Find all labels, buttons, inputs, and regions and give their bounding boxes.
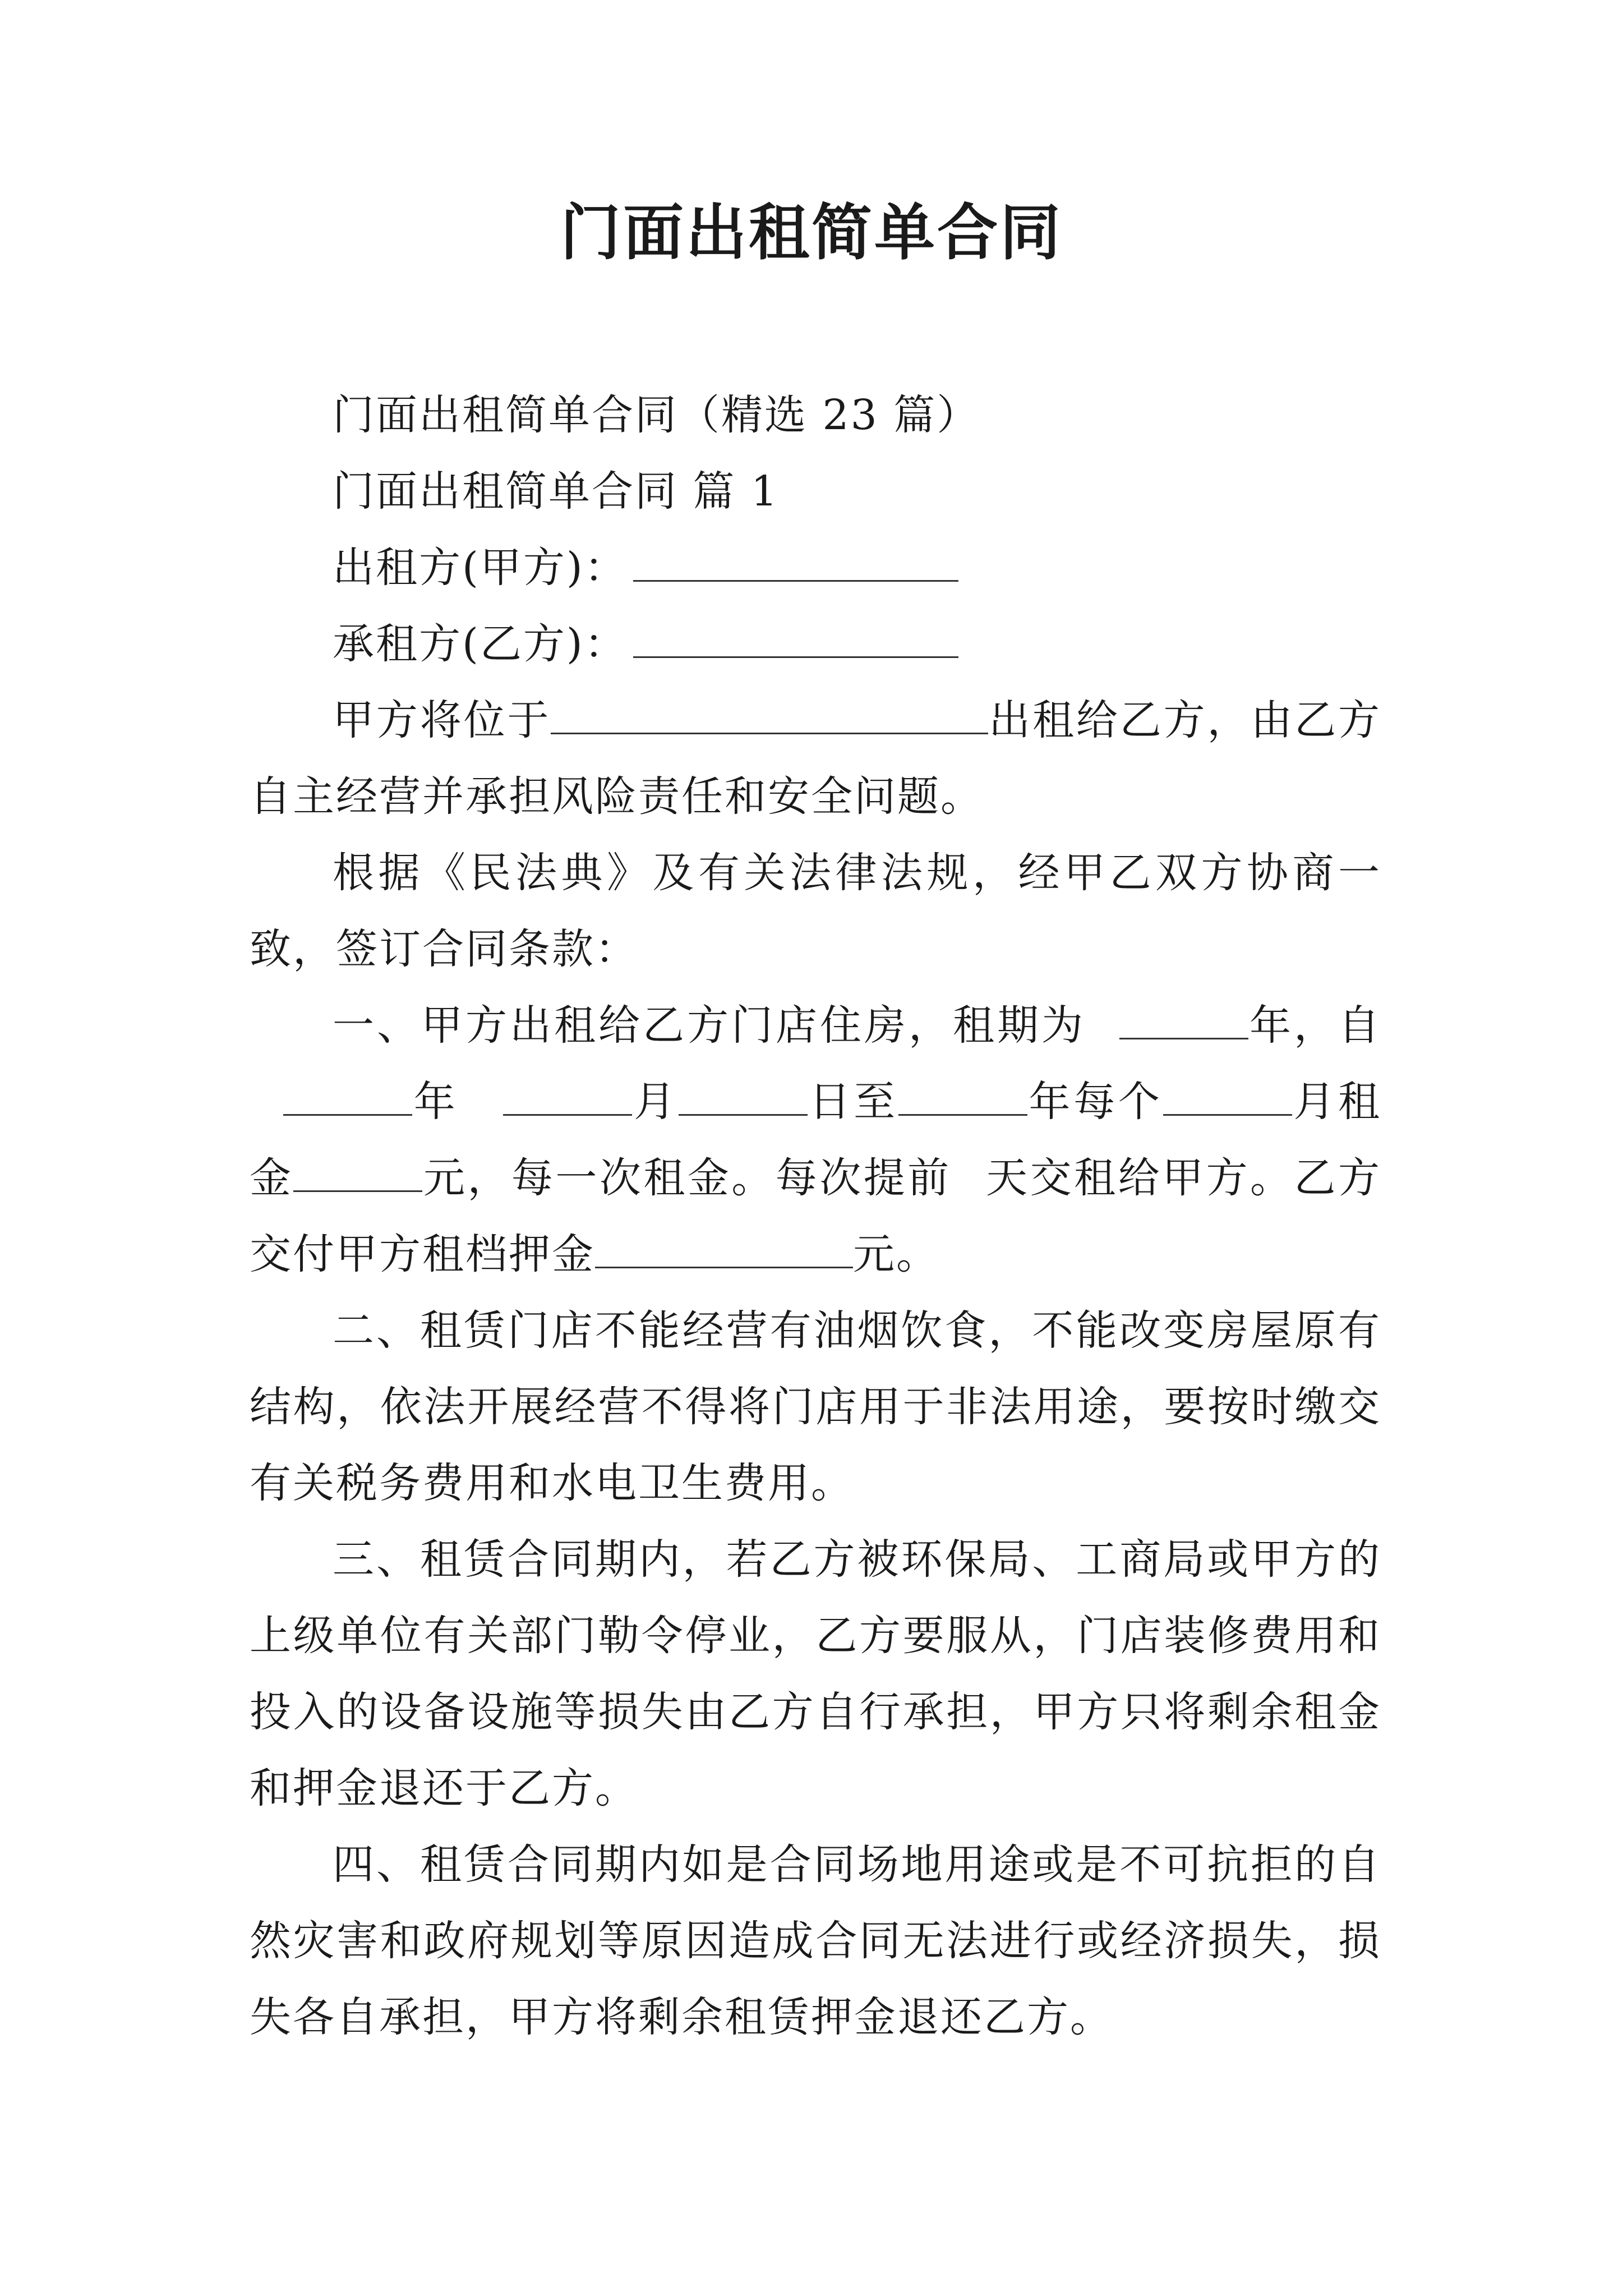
clause-1-text-d: 月 [632,1078,679,1126]
start-day-blank [679,1075,808,1116]
clause-1-text-i: 天交租给甲方。乙方交付甲方租档押金 [250,1154,1382,1278]
section-heading: 门面出租简单合同 篇 1 [333,467,780,516]
document-title: 门面出租简单合同 [560,197,1063,268]
document-body [250,377,1381,2055]
clause-2-paragraph: 二、租赁门店不能经营有油烟饮食，不能改变房屋原有结构，依法开展经营不得将门店用于非法用途，要按时缴交有关税务费用和水电卫生费用。 [250,1306,1381,1507]
lessee-line [250,606,1381,682]
location-text-a: 甲方将位于 [333,696,551,744]
clause-4-paragraph: 四、租赁合同期内如是合同场地用途或是不可抗拒的自然灾害和政府规划等原因造成合同无法进行或经济损失，损失各自承担，甲方将剩余租赁押金退还乙方。 [250,1841,1381,2041]
lessor-label: 出租方(甲方)： [333,544,628,592]
end-year-blank [898,1075,1027,1116]
clause-1-text-c: 年 [412,1078,459,1126]
month-count-blank [1163,1075,1292,1116]
start-month-blank [503,1075,632,1116]
clause-1-text-b: 年，自 [1248,1001,1381,1050]
clause-1-text-j: 元。 [853,1230,939,1278]
clause-1-text-e: 日至 [807,1078,898,1126]
lessor-blank [633,541,958,582]
deposit-amount-blank [595,1227,853,1268]
clause-1-text-g: 月租金 [250,1078,1382,1202]
term-years-blank [1119,999,1248,1039]
clause-1-text-h: 元，每一次租金。每次提前 [422,1154,952,1202]
lessee-label: 承租方(乙方)： [333,620,628,668]
lessee-blank [633,617,958,658]
location-paragraph [250,682,1381,835]
rent-amount-blank [293,1151,422,1192]
lessor-line [250,530,1381,606]
clause-3-paragraph: 三、租赁合同期内，若乙方被环保局、工商局或甲方的上级单位有关部门勒令停业，乙方要服从，门店装修费用和投入的设备设施等损失由乙方自行承担，甲方只将剩余租金和押金退还于乙方。 [250,1535,1381,1812]
clause-1-paragraph [250,987,1381,1292]
document-subtitle: 门面出租简单合同（精选 23 篇） [333,391,980,439]
basis-paragraph: 根据《民法典》及有关法律法规，经甲乙双方协商一致，签订合同条款： [250,849,1381,973]
location-blank [551,693,988,734]
start-year-blank [283,1075,412,1116]
location-text-b: 出租给乙方，由乙方自主经营并承担风险责任和安全问题。 [250,696,1382,821]
clause-1-text-a: 一、甲方出租给乙方门店住房，租期为 [333,1001,1086,1050]
clause-1-text-f: 年每个 [1027,1078,1163,1126]
